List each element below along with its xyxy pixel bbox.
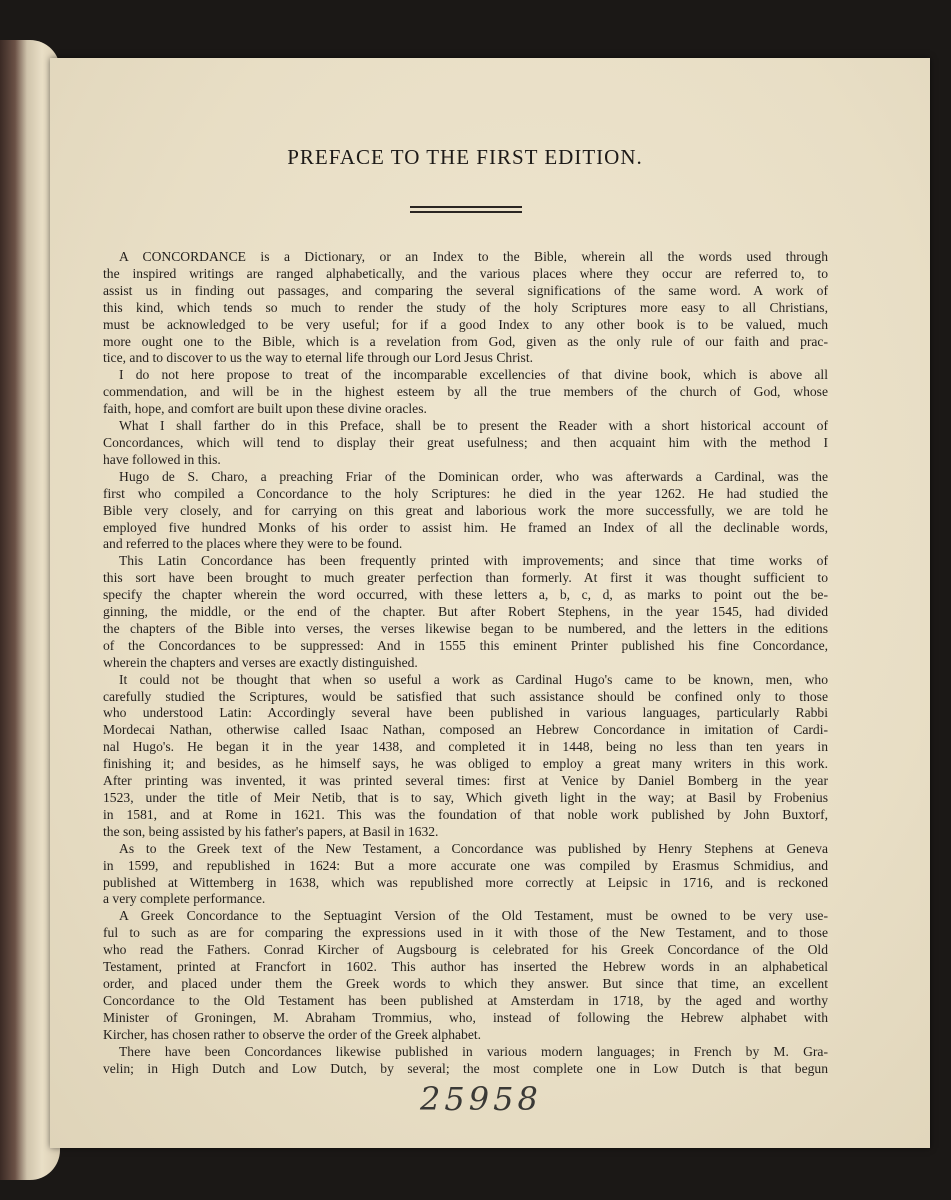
text-line: This Latin Concordance has been frequently printed with improvements; and since that time works of (119, 553, 828, 569)
text-line: of the Concordances to be suppressed: And in 1555 this eminent Printer published his fine Concordance, (103, 637, 828, 653)
text-line: carefully studied the Scriptures, would be satisfied that such assistance should be confined only to those (103, 688, 828, 704)
text-line: 1523, under the title of Meir Netib, that is to say, Which giveth light in the way; at Basil by Frobenius (103, 790, 828, 805)
text-line: in 1599, and republished in 1624: But a more accurate one was compiled by Erasmus Schmidius, and (103, 857, 828, 873)
text-line: and referred to the places where they were to be found. (103, 536, 403, 552)
text-line: After printing was invented, it was printed several times: first at Venice by Daniel Bomberg in the year (103, 773, 828, 789)
text-line: What I shall farther do in this Preface, shall be to present the Reader with a short historical account of (119, 418, 828, 434)
text-line: first who compiled a Concordance to the holy Scriptures: he died in the year 1262. He had studied the (103, 485, 828, 501)
text-line: velin; in High Dutch and Low Dutch, by several; the most complete one in Low Dutch is that begun (103, 1060, 828, 1076)
text-line: a very complete performance. (103, 891, 266, 907)
text-line: this kind, which tends so much to render the study of the holy Scriptures more easy to all Christians, (103, 299, 828, 315)
text-line: employed five hundred Monks of his order to assist him. He framed an Index of all the declinable words, (103, 519, 828, 535)
text-line: nal Hugo's. He began it in the year 1438, and completed it in 1448, being no less than ten years in (103, 739, 828, 755)
text-line: A Greek Concordance to the Septuagint Version of the Old Testament, must be owned to be very use- (119, 908, 828, 924)
page-title: PREFACE TO THE FIRST EDITION. (287, 145, 643, 169)
text-line: Concordance to the Old Testament has been published at Amsterdam in 1718, by the aged and worthy (103, 992, 828, 1008)
text-line: As to the Greek text of the New Testament, a Concordance was published by Henry Stephens at Geneva (119, 840, 828, 856)
text-line: must be acknowledged to be very useful; for if a good Index to any other book is to be valued, much (103, 316, 828, 332)
text-line: I do not here propose to treat of the incomparable excellencies of that divine book, which is above all (119, 367, 828, 383)
text-line: faith, hope, and comfort are built upon these divine oracles. (103, 401, 427, 417)
text-line: ful to such as are for comparing the expressions used in it with those of the New Testament, and to those (103, 925, 828, 941)
text-line: Minister of Groningen, M. Abraham Trommius, who, instead of following the Hebrew alphabet with (103, 1009, 828, 1025)
text-line: wherein the chapters and verses are exactly distinguished. (103, 654, 418, 670)
text-line: Hugo de S. Charo, a preaching Friar of the Dominican order, who was afterwards a Cardinal, was the (119, 468, 828, 484)
text-line: the chapters of the Bible into verses, the verses likewise began to be numbered, and the letters in the editions (103, 620, 828, 636)
text-line: Mordecai Nathan, otherwise called Isaac Nathan, composed an Hebrew Concordance in imitation of Cardi- (103, 722, 828, 738)
title-double-rule (410, 206, 522, 213)
text-line: specify the chapter wherein the word occurred, with these letters a, b, c, d, as marks to point out the be- (103, 587, 828, 603)
text-line: published at Wittemberg in 1638, which was republished more correctly at Leipsic in 1716, and is reckoned (103, 874, 828, 890)
text-line: the son, being assisted by his father's papers, at Basil in 1632. (103, 823, 439, 839)
text-line: Bible very closely, and for carrying on this great and laborious work the more successfully, we are told he (103, 502, 828, 518)
text-line: assist us in finding out passages, and comparing the several significations of the same word. A work of (103, 282, 828, 298)
text-line: who read the Fathers. Conrad Kircher of Augsbourg is celebrated for his Greek Concordance of the Old (103, 942, 828, 958)
text-line: It could not be thought that when so useful a work as Cardinal Hugo's came to be known, men, who (119, 671, 828, 687)
text-line: finishing it; and besides, as he himself says, he was obliged to employ a great many writers in this work. (103, 756, 828, 772)
text-line: Kircher, has chosen rather to observe the order of the Greek alphabet. (103, 1026, 482, 1042)
text-line: in 1581, and at Rome in 1621. This was the foundation of that noble work published by John Buxtorf, (103, 806, 828, 822)
text-line: There have been Concordances likewise published in various modern languages; in French by M. Gra- (119, 1043, 828, 1059)
handwritten-inventory-number: 25958 (420, 1080, 542, 1118)
text-line: Concordances, which will tend to display their great usefulness; and then acquaint him with the method I (103, 434, 828, 450)
text-line: Testament, printed at Francfort in 1602. This author has inserted the Hebrew words in an alphabetical (103, 959, 828, 975)
text-line: order, and placed under them the Greek words to which they answer. But since that time, an excellent (103, 975, 828, 991)
text-line: this sort have been brought to much greater perfection than formerly. At first it was thought sufficient to (103, 570, 828, 586)
text-line: commendation, and will be in the highest esteem by all the true members of the church of God, whose (103, 384, 828, 400)
text-line: have followed in this. (103, 451, 221, 467)
text-line: A CONCORDANCE is a Dictionary, or an Index to the Bible, wherein all the words used through (119, 249, 828, 264)
text-line: the inspired writings are ranged alphabetically, and the various places where they occur are referred to, to (103, 265, 828, 281)
text-line: more ought one to the Bible, which is a revelation from God, given as the only rule of our faith and prac- (103, 333, 828, 349)
text-line: ginning, the middle, or the end of the chapter. But after Robert Stephens, in the year 1545, had divided (103, 604, 828, 620)
preface-body (103, 249, 828, 1077)
text-line: who understood Latin: Accordingly several have been published in various languages, particularly Rabbi (103, 705, 828, 721)
text-line: tice, and to discover to us the way to eternal life through our Lord Jesus Christ. (103, 350, 533, 366)
